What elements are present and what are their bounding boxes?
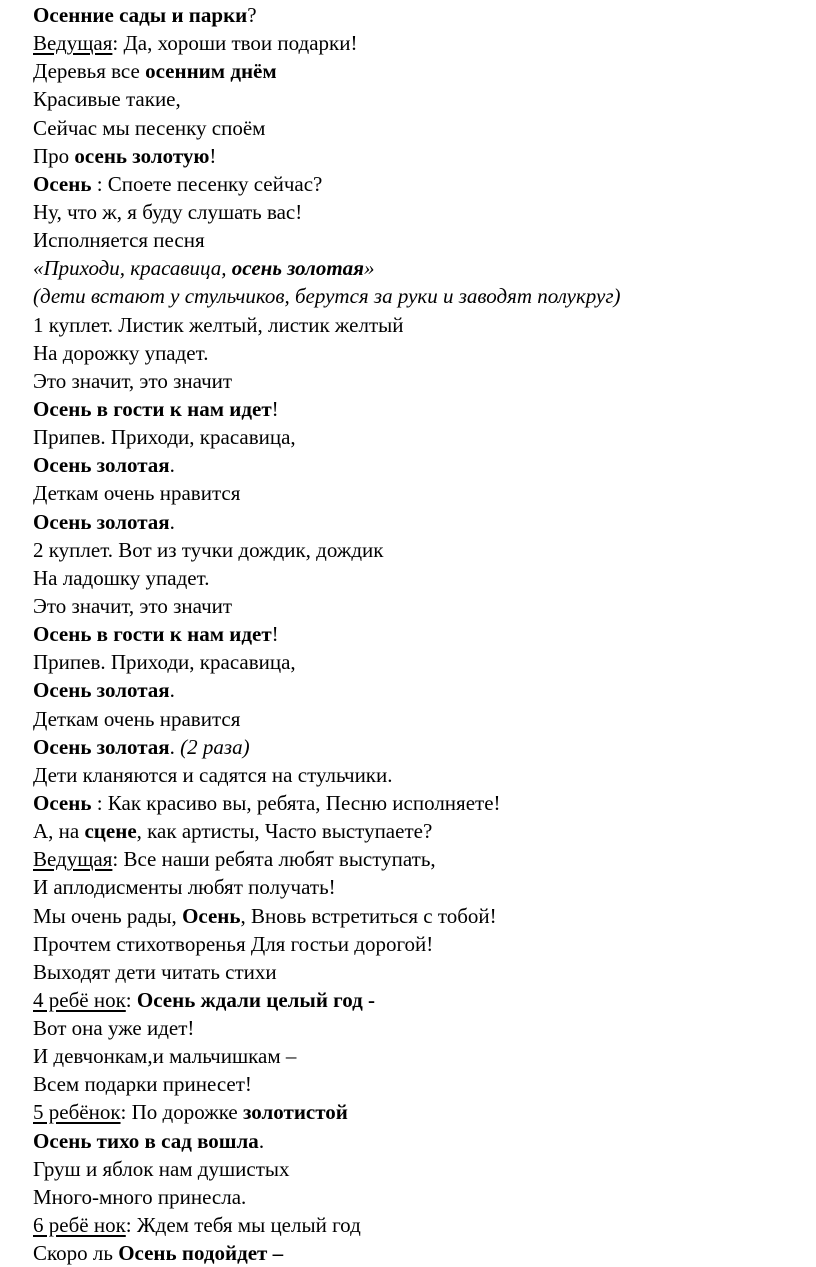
text-run: Осень тихо в сад вошла	[33, 1128, 259, 1153]
text-run: Это значит, это значит	[33, 593, 233, 618]
text-run: 2 куплет. Вот из тучки дождик, дождик	[33, 537, 384, 562]
text-run: Мы очень рады,	[33, 903, 183, 928]
text-run: «Приходи, красавица,	[33, 256, 232, 281]
text-run: 5 ребёнок	[33, 1100, 121, 1125]
text-run: .	[169, 509, 175, 534]
text-line	[33, 902, 803, 930]
text-run: Груш и яблок нам душистых	[33, 1156, 290, 1181]
text-line	[33, 170, 803, 198]
text-line	[33, 986, 803, 1014]
text-run: Про	[33, 143, 75, 168]
text-line	[33, 226, 803, 254]
text-run: : Да, хороши твои подарки!	[112, 31, 358, 56]
text-run: !	[271, 622, 279, 647]
text-run: : По дорожке	[120, 1100, 243, 1125]
text-run: !	[271, 396, 279, 421]
text-line	[33, 620, 803, 648]
text-run: Осень ждали целый год -	[136, 987, 375, 1012]
text-run: ?	[247, 3, 257, 27]
text-run: осень золотая	[231, 256, 364, 281]
text-run: .	[169, 453, 175, 478]
text-line	[33, 648, 803, 676]
text-run: Осень золотая	[33, 734, 170, 759]
text-line	[33, 57, 803, 85]
text-line	[33, 733, 803, 761]
text-run: Припев. Приходи, красавица,	[33, 425, 296, 450]
text-run: 6 ребё нок	[33, 1213, 126, 1238]
text-line	[33, 761, 803, 789]
text-run: Осень	[33, 790, 92, 815]
text-run: А, на	[33, 819, 85, 844]
text-run: Осень	[182, 903, 241, 928]
text-line	[33, 423, 803, 451]
text-line	[33, 451, 803, 479]
text-run: , как артисты, Часто выступаете?	[136, 819, 433, 844]
text-run: Деревья все	[33, 59, 146, 84]
text-line	[33, 873, 803, 901]
text-line	[33, 367, 803, 395]
text-run: .	[258, 1128, 265, 1153]
text-line	[33, 85, 803, 113]
text-run: На дорожку упадет.	[33, 340, 209, 365]
text-run: Припев. Приходи, красавица,	[33, 650, 296, 675]
text-line	[33, 508, 803, 536]
text-run: Ведущая	[33, 31, 113, 56]
text-run: Это значит, это значит	[33, 368, 233, 393]
text-line	[33, 1070, 803, 1098]
text-run: (2 раза)	[180, 734, 250, 759]
text-line	[33, 1239, 803, 1267]
text-run: Исполняется песня	[33, 228, 205, 253]
text-run: Осень в гости к нам идет	[33, 396, 272, 421]
text-line	[33, 789, 803, 817]
text-run: И девчонкам,и мальчишкам –	[33, 1044, 297, 1069]
text-run: Дети кланяются и садятся на стульчики.	[33, 762, 393, 787]
document-text	[33, 1, 803, 1267]
text-run: : Как красиво вы, ребята, Песню исполняете!	[91, 790, 501, 815]
text-run: Скоро ль	[33, 1241, 119, 1266]
text-run: На ладошку упадет.	[33, 565, 210, 590]
text-run: Осенние сады и парки	[33, 3, 248, 27]
text-line	[33, 564, 803, 592]
text-run: 1 куплет. Листик желтый, листик желтый	[33, 312, 404, 337]
text-run: , Вновь встретиться с тобой!	[240, 903, 497, 928]
text-run: Деткам очень нравится	[33, 706, 241, 731]
text-line	[33, 395, 803, 423]
text-line	[33, 592, 803, 620]
text-run: Осень золотая	[33, 509, 170, 534]
text-line	[33, 1155, 803, 1183]
text-line	[33, 845, 803, 873]
text-line	[33, 479, 803, 507]
text-run: золотистой	[242, 1100, 348, 1125]
text-run: осенним днём	[145, 59, 277, 84]
text-run: Осень	[33, 171, 92, 196]
text-line	[33, 339, 803, 367]
text-line	[33, 676, 803, 704]
text-run: : Споете песенку сейчас?	[91, 171, 323, 196]
text-run: Осень в гости к нам идет	[33, 622, 272, 647]
text-line	[33, 1098, 803, 1126]
text-run: Сейчас мы песенку споём	[33, 115, 266, 140]
text-run: !	[209, 143, 217, 168]
text-line	[33, 311, 803, 339]
text-run: Осень золотая	[33, 678, 170, 703]
text-line	[33, 1127, 803, 1155]
text-run: .	[169, 678, 175, 703]
text-line	[33, 1014, 803, 1042]
text-run: Красивые такие,	[33, 87, 181, 112]
text-run: Прочтем стихотворенья Для гостьи дорогой!	[33, 931, 434, 956]
text-run: Всем подарки принесет!	[33, 1072, 252, 1097]
text-run: Выходят дети читать стихи	[33, 959, 277, 984]
text-line	[33, 254, 803, 282]
text-line	[33, 817, 803, 845]
text-line	[33, 1042, 803, 1070]
text-line	[33, 282, 803, 310]
text-run: Много-много принесла.	[33, 1184, 247, 1209]
text-run: : Ждем тебя мы целый год	[125, 1213, 361, 1238]
text-line	[33, 705, 803, 733]
text-run: осень золотую	[74, 143, 210, 168]
text-line	[33, 114, 803, 142]
text-line	[33, 1, 803, 29]
text-line	[33, 958, 803, 986]
text-line	[33, 198, 803, 226]
text-run: И аплодисменты любят получать!	[33, 875, 336, 900]
text-line	[33, 930, 803, 958]
text-run: : Все наши ребята любят выступать,	[112, 847, 436, 872]
text-line	[33, 536, 803, 564]
text-run: Ведущая	[33, 847, 113, 872]
text-run: »	[364, 256, 375, 281]
text-run: сцене	[84, 819, 137, 844]
text-line	[33, 1183, 803, 1211]
text-run: (дети встают у стульчиков, берутся за руки и заводят полукруг)	[33, 284, 621, 309]
text-run: 4 ребё нок	[33, 987, 126, 1012]
text-line	[33, 29, 803, 57]
text-line	[33, 142, 803, 170]
text-line	[33, 1211, 803, 1239]
text-run: Осень подойдет –	[118, 1241, 284, 1266]
text-run: Осень золотая	[33, 453, 170, 478]
text-run: .	[169, 734, 181, 759]
text-run: Ну, что ж, я буду слушать вас!	[33, 199, 303, 224]
text-run: Деткам очень нравится	[33, 481, 241, 506]
text-run: :	[125, 987, 137, 1012]
text-run: Вот она уже идет!	[33, 1016, 195, 1041]
